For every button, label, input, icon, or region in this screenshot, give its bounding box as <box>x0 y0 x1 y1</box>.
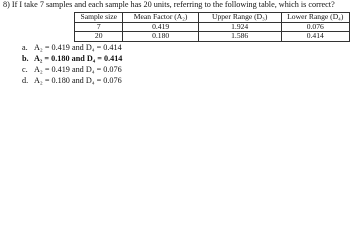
header-upper-range: Upper Range (D₃) <box>198 13 281 23</box>
table-cell: 20 <box>75 32 123 42</box>
answer-choices <box>22 42 122 86</box>
table-cell: 0.076 <box>281 22 349 32</box>
choice-text: A₂ = 0.180 and D₄ = 0.414 <box>34 54 123 63</box>
choice-a <box>22 42 122 53</box>
choice-b <box>22 53 122 64</box>
choice-text: A₂ = 0.419 and D₄ = 0.414 <box>34 43 122 52</box>
table-cell: 0.180 <box>123 32 198 42</box>
header-sample-size: Sample size <box>75 13 123 23</box>
choice-text: A₂ = 0.419 and D₄ = 0.076 <box>34 65 122 74</box>
table-header-row <box>75 13 350 23</box>
table-cell: 1.924 <box>198 22 281 32</box>
factor-table <box>74 12 350 42</box>
table-cell: 7 <box>75 22 123 32</box>
header-mean-factor: Mean Factor (A₂) <box>123 13 198 23</box>
table-cell: 0.419 <box>123 22 198 32</box>
table-row <box>75 32 350 42</box>
choice-text: A₂ = 0.180 and D₄ = 0.076 <box>34 76 122 85</box>
question-prompt: If I take 7 samples and each sample has 20 units, referring to the following table, which is correct? <box>11 0 335 9</box>
choice-letter: b. <box>22 54 29 63</box>
choice-d <box>22 75 122 86</box>
table-cell: 0.414 <box>281 32 349 42</box>
choice-c <box>22 64 122 75</box>
header-lower-range: Lower Range (D₄) <box>281 13 349 23</box>
choice-letter: d. <box>22 76 29 85</box>
question-number: 8) <box>3 0 10 9</box>
choice-letter: c. <box>22 65 28 74</box>
table-cell: 1.586 <box>198 32 281 42</box>
choice-letter: a. <box>22 43 28 52</box>
question-text <box>3 0 349 10</box>
